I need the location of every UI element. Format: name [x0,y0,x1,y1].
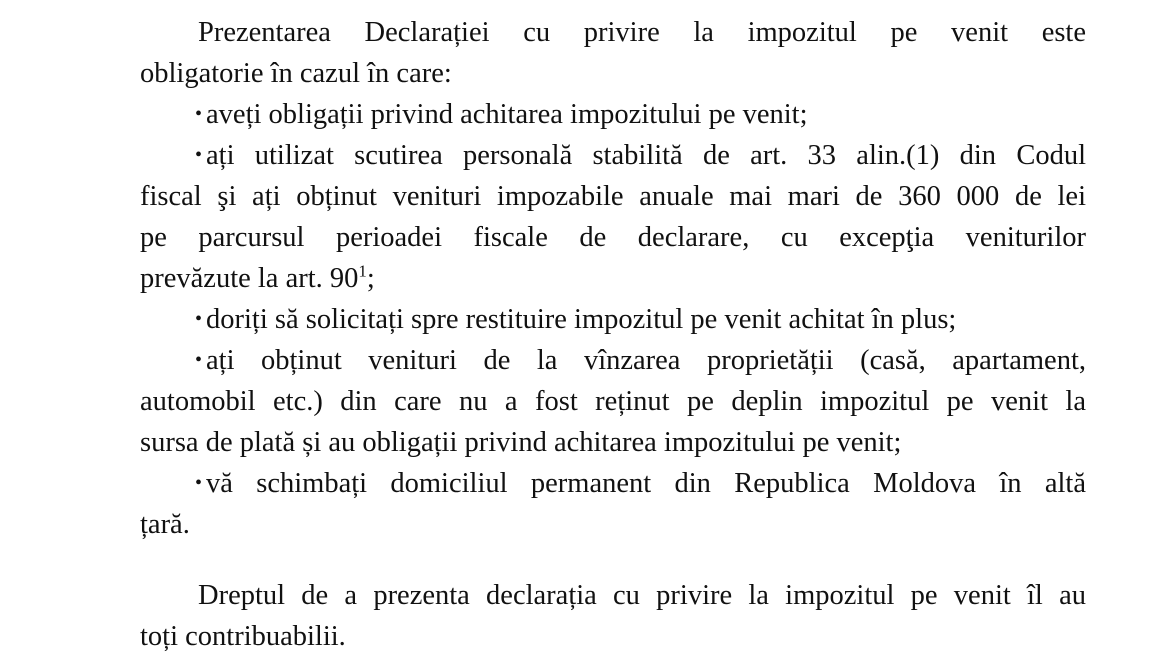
paragraph-1-line-2 [140,53,1086,94]
bullet-item-2-line-4 [140,258,1086,299]
bullet-text: automobil etc.) din care nu a fost reținut pe deplin impozitul pe venit la [140,386,1086,417]
paragraph-text: obligatorie în cazul în care: [140,58,452,89]
paragraph-1-line-1 [140,12,1086,53]
bullet-item-1 [140,94,1086,135]
bullet-text: doriți să solicitați spre restituire impozitul pe venit achitat în plus; [206,304,957,335]
document-page [140,12,1086,657]
paragraph-text: toți contribuabilii. [140,621,346,652]
bullet-text: ați utilizat scutirea personală stabilită de art. 33 alin.(1) din Codul [206,140,1086,171]
bullet-text: țară. [140,509,190,540]
bullet-item-2-line-2 [140,176,1086,217]
paragraph-2-line-2 [140,616,1086,657]
bullet-item-4-line-1 [140,340,1086,381]
bullet-text: ați obținut venituri de la vînzarea proprietății (casă, apartament, [206,345,1086,376]
bullet-marker: • [195,103,203,125]
bullet-text: ; [366,263,375,294]
bullet-text: fiscal şi ați obținut venituri impozabile anuale mai mari de 360 000 de lei [140,181,1086,212]
bullet-marker: • [195,472,203,494]
article-superscript: 1 [358,261,367,281]
bullet-text: pe parcursul perioadei fiscale de declarare, cu excepţia veniturilor [140,222,1086,253]
paragraph-text: Prezentarea Declarației cu privire la impozitul pe venit este [198,17,1086,48]
bullet-item-3 [140,299,1086,340]
bullet-item-2-line-3 [140,217,1086,258]
bullet-item-4-line-3 [140,422,1086,463]
bullet-text: aveți obligații privind achitarea impozitului pe venit; [206,99,808,130]
bullet-item-5-line-2 [140,504,1086,545]
bullet-item-4-line-2 [140,381,1086,422]
bullet-marker: • [195,308,203,330]
bullet-marker: • [195,349,203,371]
bullet-marker: • [195,144,203,166]
paragraph-spacer [140,545,1086,575]
bullet-text: vă schimbați domiciliul permanent din Republica Moldova în altă [206,468,1086,499]
paragraph-2-line-1 [140,575,1086,616]
bullet-text: sursa de plată și au obligații privind achitarea impozitului pe venit; [140,427,902,458]
bullet-item-5-line-1 [140,463,1086,504]
bullet-item-2-line-1 [140,135,1086,176]
paragraph-text: Dreptul de a prezenta declarația cu privire la impozitul pe venit îl au [198,580,1086,611]
bullet-text: prevăzute la art. 90 [140,263,359,294]
